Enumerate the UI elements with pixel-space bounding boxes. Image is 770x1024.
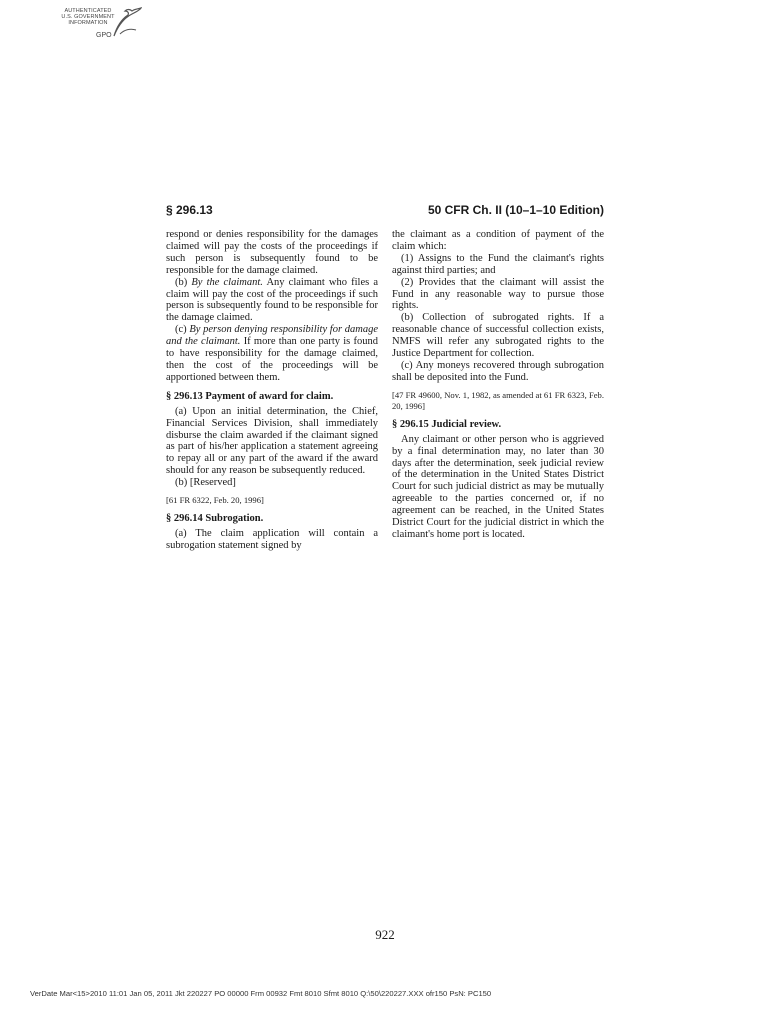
paragraph-italic: By the claimant.	[191, 276, 263, 288]
page-number: 922	[375, 927, 395, 942]
eagle-icon	[110, 6, 142, 40]
paragraph: (c) Any moneys recovered through subrogation shall be deposited into the Fund.	[392, 359, 604, 383]
running-head	[166, 203, 604, 219]
paragraph: (b) Collection of subrogated rights. If a reasonable chance of successful collection exists, NMFS will refer any subrogated rights to the Justice Department for collection.	[392, 312, 604, 360]
paragraph: (a) The claim application will contain a subrogation statement signed by	[166, 527, 378, 551]
source-citation: [61 FR 6322, Feb. 20, 1996]	[166, 495, 264, 506]
seal-line-3: INFORMATION	[68, 20, 108, 26]
paragraph-text: Any claimant who files a claim will pay the cost of the proceedings if such person is subsequently found to be responsible for the damage claimed.	[166, 276, 378, 324]
paragraph-label: (b)	[175, 276, 188, 288]
source-citation: [47 FR 49600, Nov. 1, 1982, as amended at 61 FR 6323, Feb. 20, 1996]	[392, 389, 604, 411]
seal-line-2: U.S. GOVERNMENT	[61, 14, 115, 20]
paragraph-b	[166, 277, 378, 325]
paragraph: (a) Upon an initial determination, the Chief, Financial Services Division, shall immediately disburse the claim awarded if the claimant signed as part of his/her application a statement agreeing to repay all or any part of the award if the award should for any reason be subsequently reduced.	[166, 405, 378, 477]
header-section-number: § 296.13	[166, 203, 213, 217]
header-title: 50 CFR Ch. II (10–1–10 Edition)	[427, 203, 604, 217]
paragraph-text: If more than one party is found to have responsibility for the damage claimed, then the cost of the proceedings will be apportioned between them.	[166, 336, 379, 383]
paragraph: the claimant as a condition of payment of the claim which:	[392, 229, 604, 252]
section-heading: § 296.13 Payment of award for claim.	[166, 390, 334, 402]
section-heading: § 296.15 Judicial review.	[392, 418, 502, 430]
right-column	[392, 229, 604, 541]
paragraph: (1) Assigns to the Fund the claimant's rights against third parties; and	[392, 252, 604, 276]
paragraph: Any claimant or other person who is aggrieved by a final determination may, no later than 30 days after the determination, seek judicial review of the determination in the United States District Court for such judicial district as may be mutually agreeable to the parties concerned or, if no agreement can be reached, in the United States District Court for the judicial district in which the claimant's home port is located.	[392, 433, 604, 540]
paragraph: respond or denies responsibility for the damages claimed will pay the costs of the proceedings if such person is subsequently found to be responsible for the damage claimed.	[166, 229, 378, 276]
left-column	[166, 229, 378, 552]
paragraph-label: (c)	[175, 324, 187, 336]
seal-line-1: AUTHENTICATED	[64, 8, 112, 14]
seal-gpo-mark: GPO	[96, 32, 112, 39]
paragraph-italic: By person denying responsibility for damage and the claimant.	[166, 324, 379, 348]
paragraph: (2) Provides that the claimant will assist the Fund in any reasonable way to pursue those rights.	[392, 276, 604, 312]
paragraph: (b) [Reserved]	[175, 477, 236, 489]
gpo-authentication-seal	[58, 6, 142, 46]
footer-metadata: VerDate Mar<15>2010 11:01 Jan 05, 2011 Jkt 220227 PO 00000 Frm 00932 Fmt 8010 Sfmt 8010 Q:\50\220227.XXX ofr150 PsN: PC150	[30, 989, 492, 998]
paragraph-c	[166, 324, 378, 384]
section-heading: § 296.14 Subrogation.	[166, 513, 264, 525]
seal-text	[58, 8, 118, 26]
